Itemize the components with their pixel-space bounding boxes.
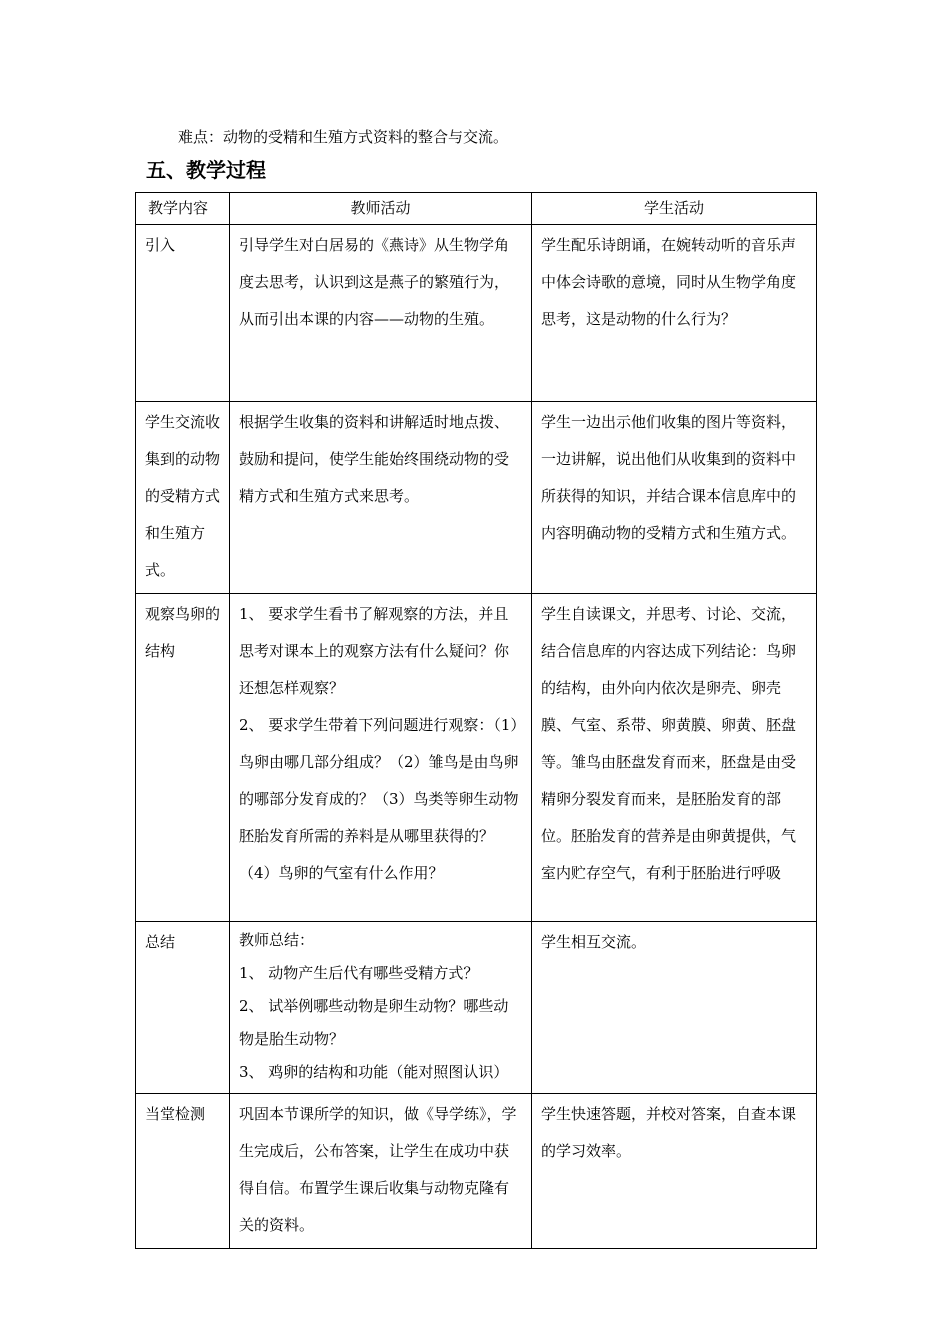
table-row	[136, 1094, 817, 1249]
content-cell: 学生交流收集到的动物的受精方式和生殖方式。	[136, 402, 230, 594]
table-header-row	[136, 193, 817, 225]
teacher-paragraph: 1、 要求学生看书了解观察的方法，并且思考对课本上的观察方法有什么疑问？你还想怎样观察？	[239, 605, 510, 697]
content-cell: 观察鸟卵的结构	[136, 594, 230, 922]
teacher-cell	[230, 1094, 532, 1249]
student-cell	[532, 402, 817, 594]
student-paragraph: 学生快速答题，并校对答案，自查本课的学习效率。	[541, 1105, 797, 1160]
table-row	[136, 594, 817, 922]
content-cell: 总结	[136, 922, 230, 1094]
teacher-cell	[230, 225, 532, 402]
teacher-paragraph: 2、 要求学生带着下列问题进行观察：（1）鸟卵由哪几部分组成？（2）雏鸟是由鸟卵的哪部分发育成的？（3）鸟类等卵生动物胚胎发育所需的养料是从哪里获得的？（4）鸟卵的气室有什么作用？	[239, 716, 519, 882]
student-paragraph: 学生一边出示他们收集的图片等资料，一边讲解，说出他们从收集到的资料中所获得的知识，并结合课本信息库中的内容明确动物的受精方式和生殖方式。	[541, 413, 797, 542]
section-title: 五、教学过程	[146, 158, 266, 182]
teacher-cell	[230, 594, 532, 922]
teacher-paragraph: 巩固本节课所学的知识，做《导学练》，学生完成后，公布答案，让学生在成功中获得自信。布置学生课后收集与动物克隆有关的资料。	[239, 1105, 517, 1234]
teacher-paragraph: 教师总结：	[239, 931, 315, 949]
student-paragraph: 学生自读课文，并思考、讨论、交流，结合信息库的内容达成下列结论：鸟卵的结构，由外向内依次是卵壳、卵壳膜、气室、系带、卵黄膜、卵黄、胚盘等。雏鸟由胚盘发育而来，胚盘是由受精卵分裂发育而来，是胚胎发育的部位。胚胎发育的营养是由卵黄提供，气室内贮存空气，有利于胚胎进行呼吸	[541, 605, 797, 882]
teacher-paragraph: 2、 试举例哪些动物是卵生动物？哪些动物是胎生动物？	[239, 997, 509, 1048]
header-content: 教学内容	[136, 193, 230, 225]
table-row	[136, 922, 817, 1094]
header-student: 学生活动	[532, 193, 817, 225]
content-cell: 当堂检测	[136, 1094, 230, 1249]
student-paragraph: 学生配乐诗朗诵，在婉转动听的音乐声中体会诗歌的意境，同时从生物学角度思考，这是动物的什么行为？	[541, 236, 797, 328]
table-row	[136, 402, 817, 594]
student-cell	[532, 594, 817, 922]
teacher-paragraph: 1、 动物产生后代有哪些受精方式？	[239, 964, 479, 982]
student-cell	[532, 922, 817, 1094]
teacher-paragraph: 根据学生收集的资料和讲解适时地点拨、鼓励和提问，使学生能始终围绕动物的受精方式和生殖方式来思考。	[239, 413, 510, 505]
student-cell	[532, 1094, 817, 1249]
header-teacher: 教师活动	[230, 193, 532, 225]
teacher-cell	[230, 922, 532, 1094]
teacher-paragraph: 引导学生对白居易的《燕诗》从生物学角度去思考，认识到这是燕子的繁殖行为，从而引出本课的内容——动物的生殖。	[239, 236, 510, 328]
teacher-paragraph: 3、 鸡卵的结构和功能（能对照图认识）	[239, 1063, 509, 1081]
student-paragraph: 学生相互交流。	[541, 933, 647, 951]
table-row	[136, 225, 817, 402]
difficulty-statement: 难点：动物的受精和生殖方式资料的整合与交流。	[178, 128, 509, 146]
content-cell: 引入	[136, 225, 230, 402]
student-cell	[532, 225, 817, 402]
teaching-process-table	[135, 192, 817, 1249]
teacher-cell	[230, 402, 532, 594]
